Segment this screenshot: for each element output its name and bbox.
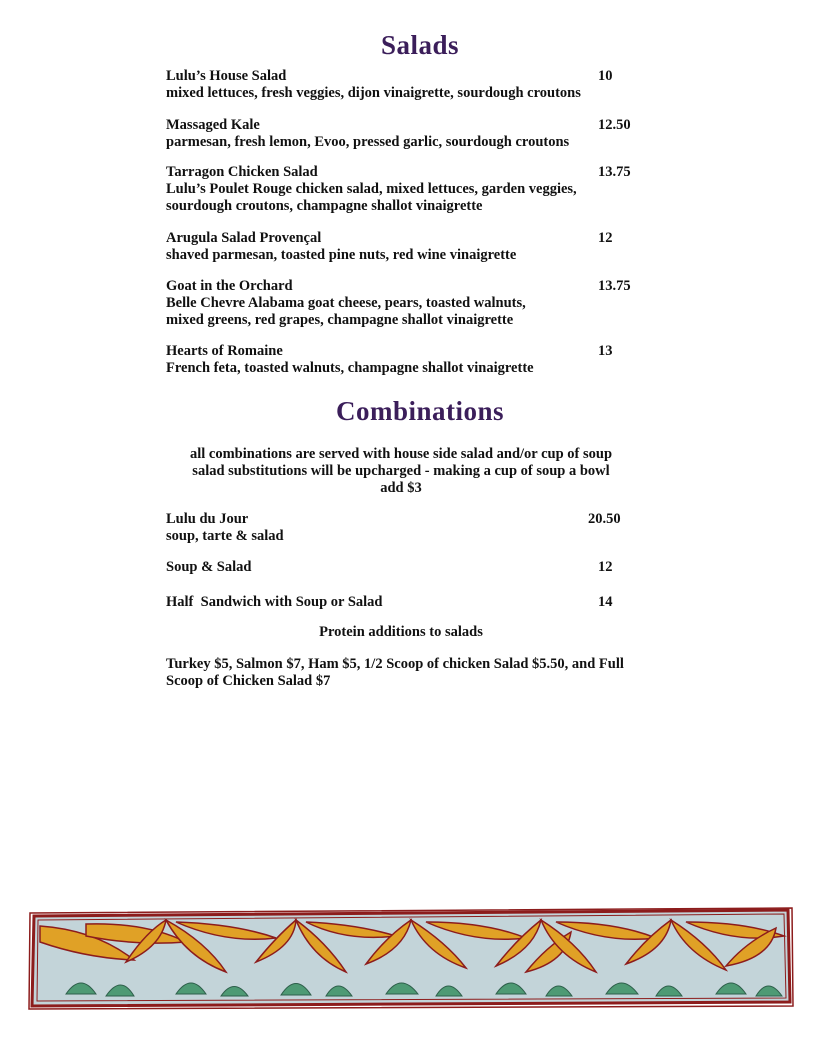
item-price: 10 [598, 68, 613, 84]
combinations-note-line2: salad substitutions will be upcharged - making a cup of soup a bowl [192, 463, 610, 479]
item-name: Goat in the Orchard [166, 278, 293, 294]
item-desc: mixed lettuces, fresh veggies, dijon vinaigrette, sourdough croutons [166, 85, 581, 101]
item-price: 14 [598, 594, 613, 610]
item-desc: parmesan, fresh lemon, Evoo, pressed garlic, sourdough croutons [166, 134, 570, 150]
protein-line-1: Turkey $5, Salmon $7, Ham $5, 1/2 Scoop of chicken Salad $5.50, and Full [166, 656, 624, 672]
item-price: 13.75 [598, 278, 631, 294]
menu-item-half-sandwich [166, 594, 636, 611]
menu-item-arugula [166, 230, 636, 264]
item-desc-2: sourdough croutons, champagne shallot vinaigrette [166, 198, 483, 214]
item-price: 20.50 [588, 511, 621, 527]
protein-heading: Protein additions to salads [319, 624, 483, 640]
item-desc: shaved parmesan, toasted pine nuts, red wine vinaigrette [166, 247, 517, 263]
combinations-heading: Combinations [335, 396, 505, 426]
menu-item-tarragon-chicken [166, 164, 636, 215]
item-price: 12.50 [598, 117, 631, 133]
item-name: Hearts of Romaine [166, 343, 283, 359]
menu-item-house-salad [166, 68, 636, 102]
menu-item-lulu-du-jour [166, 511, 636, 545]
item-name: Soup & Salad [166, 559, 252, 575]
item-name: Half Sandwich with Soup or Salad [166, 594, 383, 610]
item-name: Tarragon Chicken Salad [166, 164, 318, 180]
menu-item-massaged-kale [166, 117, 636, 151]
item-price: 12 [598, 559, 613, 575]
item-name: Lulu du Jour [166, 511, 249, 527]
item-desc: soup, tarte & salad [166, 528, 284, 544]
item-desc: French feta, toasted walnuts, champagne shallot vinaigrette [166, 360, 534, 376]
floral-border-illustration [26, 902, 796, 1014]
combinations-note-line3: add $3 [380, 480, 422, 496]
item-price: 12 [598, 230, 613, 246]
menu-item-soup-salad [166, 559, 636, 576]
item-name: Massaged Kale [166, 117, 260, 133]
item-name: Lulu’s House Salad [166, 68, 287, 84]
item-name: Arugula Salad Provençal [166, 230, 322, 246]
menu-item-goat-orchard [166, 278, 636, 329]
item-price: 13.75 [598, 164, 631, 180]
protein-additions [166, 656, 646, 690]
item-price: 13 [598, 343, 613, 359]
item-desc: Belle Chevre Alabama goat cheese, pears, toasted walnuts, [166, 295, 526, 311]
item-desc-2: mixed greens, red grapes, champagne shallot vinaigrette [166, 312, 514, 328]
combinations-note-line1: all combinations are served with house side salad and/or cup of soup [189, 446, 613, 462]
menu-item-hearts-romaine [166, 343, 636, 377]
item-desc: Lulu’s Poulet Rouge chicken salad, mixed lettuces, garden veggies, [166, 181, 577, 197]
protein-line-2: Scoop of Chicken Salad $7 [166, 673, 331, 689]
salads-heading: Salads [380, 30, 460, 60]
